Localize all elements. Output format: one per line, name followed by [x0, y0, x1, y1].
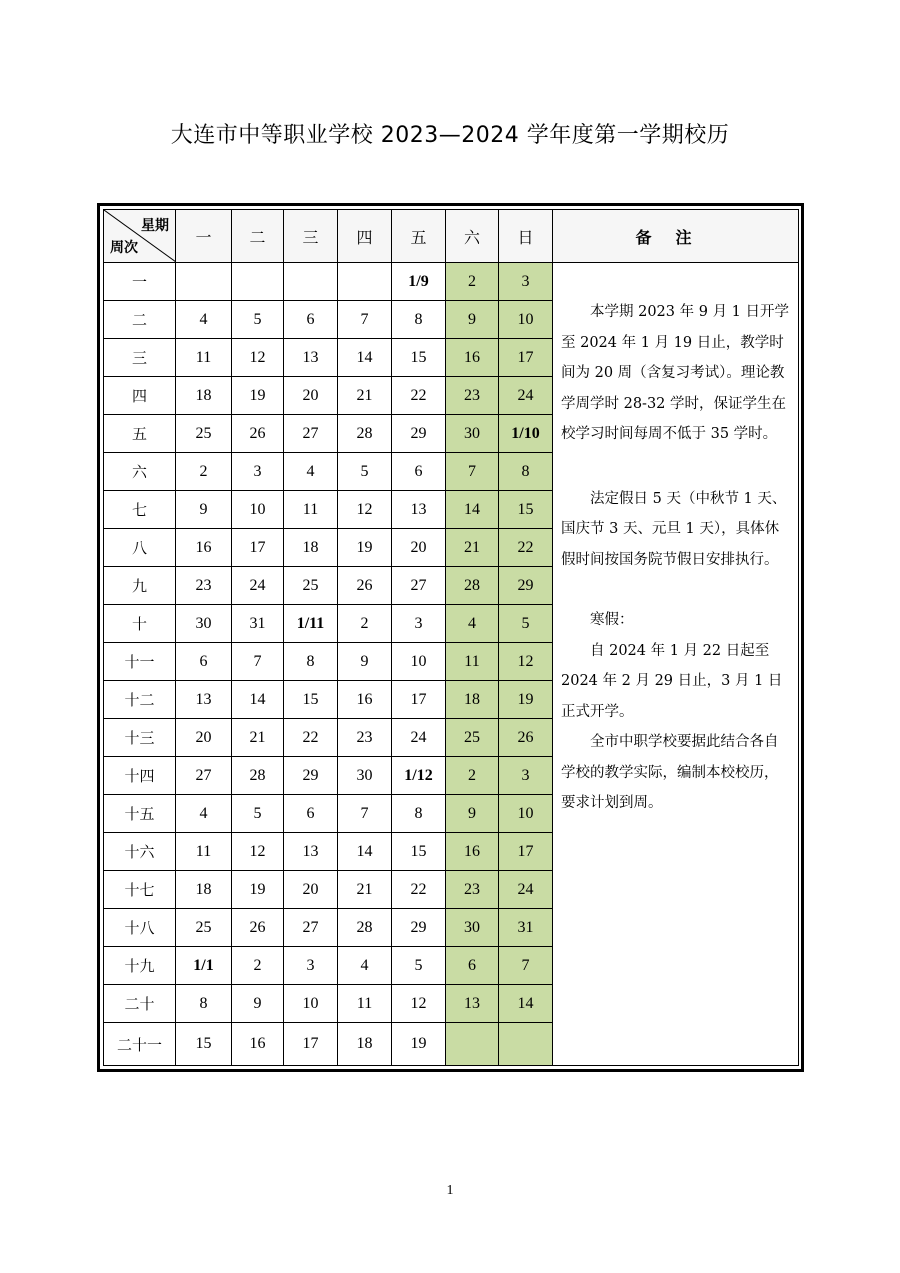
date-cell: 11	[176, 339, 232, 377]
day-header-mon: 一	[176, 210, 232, 263]
date-cell: 19	[392, 1023, 446, 1066]
weekend-date-cell	[446, 1023, 499, 1066]
weekend-date-cell: 16	[446, 339, 499, 377]
weekend-date-cell: 10	[499, 301, 553, 339]
notes-header: 备注	[553, 210, 799, 263]
date-cell: 3	[232, 453, 284, 491]
week-row	[104, 263, 799, 301]
date-cell: 17	[232, 529, 284, 567]
date-cell: 1/1	[176, 947, 232, 985]
date-cell: 12	[338, 491, 392, 529]
date-cell: 30	[176, 605, 232, 643]
date-cell: 6	[176, 643, 232, 681]
date-cell	[232, 263, 284, 301]
week-number: 八	[104, 529, 176, 567]
weekend-date-cell: 8	[499, 453, 553, 491]
date-cell: 1/9	[392, 263, 446, 301]
date-cell: 1/12	[392, 757, 446, 795]
weekend-date-cell: 16	[446, 833, 499, 871]
weekend-date-cell: 5	[499, 605, 553, 643]
date-cell: 22	[284, 719, 338, 757]
weekend-date-cell: 22	[499, 529, 553, 567]
date-cell: 9	[232, 985, 284, 1023]
date-cell: 14	[338, 833, 392, 871]
weekend-date-cell: 24	[499, 871, 553, 909]
week-number: 三	[104, 339, 176, 377]
weekend-date-cell: 9	[446, 795, 499, 833]
date-cell: 29	[392, 415, 446, 453]
date-cell: 20	[284, 871, 338, 909]
date-cell: 4	[284, 453, 338, 491]
date-cell: 22	[392, 871, 446, 909]
weekend-date-cell: 17	[499, 833, 553, 871]
weekend-date-cell: 9	[446, 301, 499, 339]
note-semester-dates: 本学期 2023 年 9 月 1 日开学至 2024 年 1 月 19 日止，教学时间为 20 周（含复习考试）。理论教学周学时 28-32 学时，保证学生在校学习时间每周不低于 35 学时。	[561, 304, 790, 442]
date-cell: 28	[338, 415, 392, 453]
spacer	[561, 575, 792, 605]
date-cell: 4	[338, 947, 392, 985]
date-cell	[284, 263, 338, 301]
date-cell: 22	[392, 377, 446, 415]
date-cell: 8	[392, 795, 446, 833]
date-cell: 2	[176, 453, 232, 491]
weekend-date-cell: 2	[446, 263, 499, 301]
week-number: 十四	[104, 757, 176, 795]
week-number: 二十	[104, 985, 176, 1023]
date-cell: 13	[284, 833, 338, 871]
header-row	[104, 210, 799, 263]
weekend-date-cell: 31	[499, 909, 553, 947]
date-cell: 24	[392, 719, 446, 757]
date-cell: 17	[284, 1023, 338, 1066]
day-header-thu: 四	[338, 210, 392, 263]
weekend-date-cell: 18	[446, 681, 499, 719]
week-number: 二	[104, 301, 176, 339]
spacer	[561, 450, 792, 484]
notes-cell	[553, 263, 799, 1066]
date-cell: 23	[176, 567, 232, 605]
page-number: 1	[446, 1183, 454, 1198]
date-cell: 28	[232, 757, 284, 795]
weekend-date-cell: 24	[499, 377, 553, 415]
date-cell: 27	[176, 757, 232, 795]
date-cell: 4	[176, 795, 232, 833]
day-header-sun: 日	[499, 210, 553, 263]
date-cell: 15	[392, 833, 446, 871]
date-cell: 18	[176, 377, 232, 415]
weekend-date-cell: 2	[446, 757, 499, 795]
date-cell: 15	[284, 681, 338, 719]
day-header-fri: 五	[392, 210, 446, 263]
date-cell: 21	[232, 719, 284, 757]
week-number: 一	[104, 263, 176, 301]
date-cell: 6	[284, 301, 338, 339]
date-cell: 26	[232, 415, 284, 453]
week-number: 六	[104, 453, 176, 491]
corner-header	[104, 210, 176, 263]
date-cell: 13	[392, 491, 446, 529]
date-cell: 11	[284, 491, 338, 529]
date-cell: 30	[338, 757, 392, 795]
date-cell: 3	[392, 605, 446, 643]
date-cell: 21	[338, 871, 392, 909]
weekend-date-cell: 30	[446, 909, 499, 947]
week-number: 四	[104, 377, 176, 415]
week-number: 七	[104, 491, 176, 529]
note-holidays: 法定假日 5 天（中秋节 1 天、国庆节 3 天、元旦 1 天），具体休假时间按国务院节假日安排执行。	[561, 490, 787, 568]
weekend-date-cell: 7	[499, 947, 553, 985]
weekend-date-cell: 6	[446, 947, 499, 985]
note-instruction: 全市中职学校要据此结合各自学校的教学实际，编制本校校历，要求计划到周。	[561, 734, 779, 811]
date-cell: 31	[232, 605, 284, 643]
date-cell: 5	[232, 795, 284, 833]
weekend-date-cell: 28	[446, 567, 499, 605]
date-cell: 18	[338, 1023, 392, 1066]
weekend-date-cell: 12	[499, 643, 553, 681]
weekend-date-cell: 26	[499, 719, 553, 757]
date-cell: 11	[176, 833, 232, 871]
date-cell: 6	[392, 453, 446, 491]
date-cell: 17	[392, 681, 446, 719]
date-cell: 24	[232, 567, 284, 605]
weekend-date-cell: 21	[446, 529, 499, 567]
date-cell: 12	[392, 985, 446, 1023]
date-cell: 8	[176, 985, 232, 1023]
date-cell: 2	[232, 947, 284, 985]
date-cell: 8	[284, 643, 338, 681]
weekend-date-cell: 10	[499, 795, 553, 833]
weekend-date-cell: 17	[499, 339, 553, 377]
date-cell: 27	[284, 909, 338, 947]
date-cell: 5	[232, 301, 284, 339]
week-number: 二十一	[104, 1023, 176, 1066]
date-cell: 9	[176, 491, 232, 529]
weekend-date-cell: 25	[446, 719, 499, 757]
date-cell: 25	[176, 415, 232, 453]
date-cell: 14	[232, 681, 284, 719]
date-cell: 16	[176, 529, 232, 567]
weekend-date-cell: 29	[499, 567, 553, 605]
date-cell: 20	[284, 377, 338, 415]
date-cell: 5	[392, 947, 446, 985]
date-cell: 20	[392, 529, 446, 567]
date-cell: 4	[176, 301, 232, 339]
date-cell: 13	[284, 339, 338, 377]
corner-week-label: 周次	[110, 240, 138, 256]
weekend-date-cell: 30	[446, 415, 499, 453]
date-cell: 25	[176, 909, 232, 947]
date-cell: 13	[176, 681, 232, 719]
week-number: 十五	[104, 795, 176, 833]
date-cell: 9	[338, 643, 392, 681]
date-cell: 2	[338, 605, 392, 643]
date-cell: 20	[176, 719, 232, 757]
weekend-date-cell: 19	[499, 681, 553, 719]
weekend-date-cell: 3	[499, 757, 553, 795]
date-cell: 19	[232, 377, 284, 415]
date-cell: 27	[284, 415, 338, 453]
date-cell: 16	[338, 681, 392, 719]
corner-weekday-label: 星期	[141, 218, 169, 234]
date-cell: 15	[392, 339, 446, 377]
date-cell: 29	[392, 909, 446, 947]
day-header-sat: 六	[446, 210, 499, 263]
weekend-date-cell: 7	[446, 453, 499, 491]
date-cell: 10	[392, 643, 446, 681]
note-winter-break-dates: 自 2024 年 1 月 22 日起至 2024 年 2 月 29 日止，3 月 1 日正式开学。	[561, 642, 783, 720]
date-cell: 14	[338, 339, 392, 377]
week-number: 十一	[104, 643, 176, 681]
date-cell	[338, 263, 392, 301]
date-cell: 29	[284, 757, 338, 795]
weekend-date-cell: 11	[446, 643, 499, 681]
day-header-tue: 二	[232, 210, 284, 263]
weekend-date-cell: 23	[446, 377, 499, 415]
date-cell: 21	[338, 377, 392, 415]
date-cell: 11	[338, 985, 392, 1023]
date-cell: 26	[232, 909, 284, 947]
date-cell: 10	[232, 491, 284, 529]
date-cell: 7	[338, 795, 392, 833]
date-cell: 3	[284, 947, 338, 985]
week-number: 十八	[104, 909, 176, 947]
date-cell: 25	[284, 567, 338, 605]
weekend-date-cell: 23	[446, 871, 499, 909]
week-number: 九	[104, 567, 176, 605]
date-cell: 1/11	[284, 605, 338, 643]
weekend-date-cell: 13	[446, 985, 499, 1023]
date-cell: 12	[232, 833, 284, 871]
school-calendar-table	[103, 209, 799, 1066]
week-number: 十六	[104, 833, 176, 871]
weekend-date-cell: 1/10	[499, 415, 553, 453]
calendar-frame	[97, 203, 804, 1072]
date-cell: 19	[338, 529, 392, 567]
week-number: 十七	[104, 871, 176, 909]
date-cell: 26	[338, 567, 392, 605]
weekend-date-cell: 4	[446, 605, 499, 643]
date-cell: 6	[284, 795, 338, 833]
date-cell: 18	[176, 871, 232, 909]
date-cell	[176, 263, 232, 301]
date-cell: 28	[338, 909, 392, 947]
date-cell: 15	[176, 1023, 232, 1066]
weekend-date-cell: 15	[499, 491, 553, 529]
date-cell: 19	[232, 871, 284, 909]
weekend-date-cell: 14	[446, 491, 499, 529]
week-number: 五	[104, 415, 176, 453]
date-cell: 8	[392, 301, 446, 339]
weekend-date-cell	[499, 1023, 553, 1066]
week-number: 十	[104, 605, 176, 643]
date-cell: 16	[232, 1023, 284, 1066]
date-cell: 12	[232, 339, 284, 377]
date-cell: 5	[338, 453, 392, 491]
page-title: 大连市中等职业学校 2023—2024 学年度第一学期校历	[170, 123, 730, 148]
date-cell: 10	[284, 985, 338, 1023]
date-cell: 27	[392, 567, 446, 605]
week-number: 十九	[104, 947, 176, 985]
week-number: 十二	[104, 681, 176, 719]
date-cell: 7	[338, 301, 392, 339]
day-header-wed: 三	[284, 210, 338, 263]
date-cell: 7	[232, 643, 284, 681]
weekend-date-cell: 14	[499, 985, 553, 1023]
note-winter-break-label: 寒假：	[590, 612, 634, 628]
weekend-date-cell: 3	[499, 263, 553, 301]
date-cell: 18	[284, 529, 338, 567]
week-number: 十三	[104, 719, 176, 757]
date-cell: 23	[338, 719, 392, 757]
